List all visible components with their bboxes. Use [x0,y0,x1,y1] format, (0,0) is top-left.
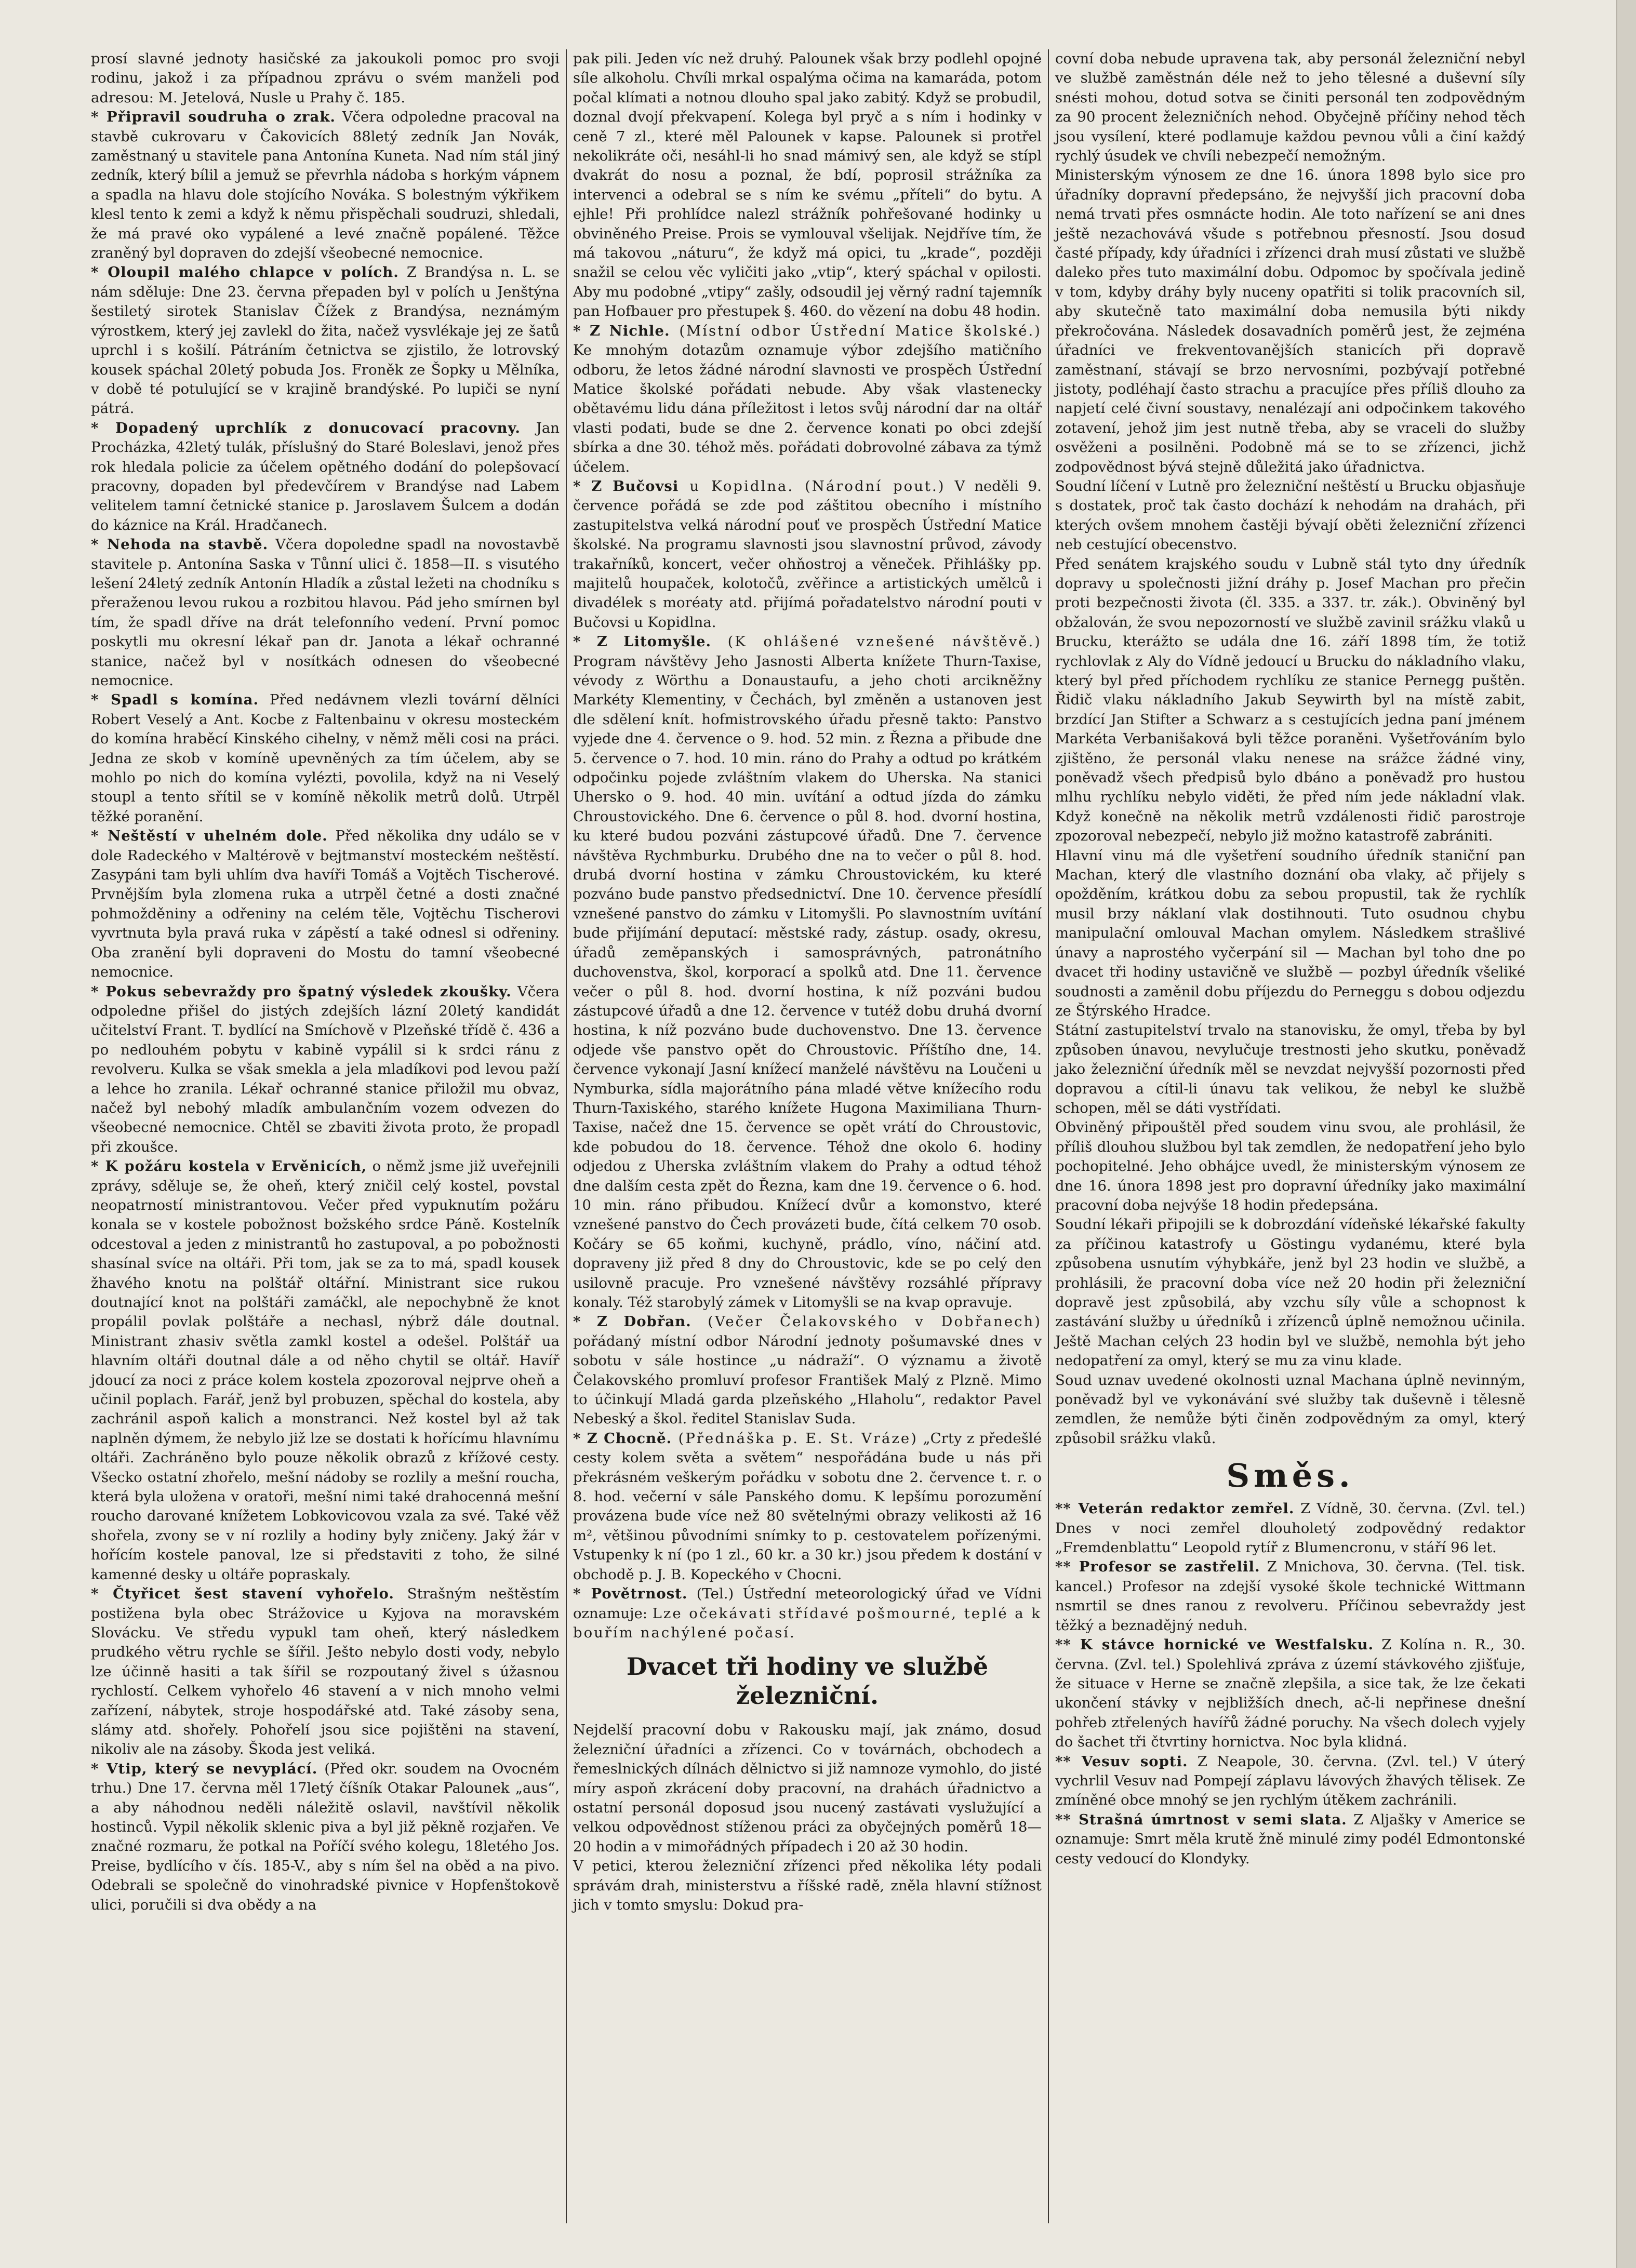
news-body: pořádaný místní odbor Národní jednoty pošumavské dnes v sobotu v sále hostince „u nádraží“. O významu a životě Čelakovského promluví profesor František Malý z Plzně. Mimo to účinkují Mladá garda plzeňského „Hlaholu“, redaktor Pavel Nebeský a škol. ředitel Stanislav Suda. [573,1332,1042,1427]
news-body: Včera odpoledne pracoval na stavbě cukrovaru v Čakovicích 88letý zedník Jan Novák, zaměstnaný u stavitele pana Antonína Kuneta. Nad ním stál jiný zedník, který bílil a jemuž se převrhla nádoba s horkým vápnem a spadla na hlavu dole stojícího Nováka. S bolestným výkřikem klesl tento k zemi a když k němu přispěchali soudruzi, shledali, že má pravé oko vypálené a levé značně popálené. Těžce zraněný byl dopraven do zdejší všeobecné nemocnice. [91,109,560,262]
news-body: Z Neapole, 30. června. (Zvl. tel.) V úterý vychrlil Vesuv nad Pompejí záplavu lávových žhavých tělisek. Ze zmíněné obce mnohý se jen rychlým útěkem zachránili. [1055,1753,1525,1809]
news-body: Z Brandýsa n. L. se nám sděluje: Dne 23. června přepaden byl v polích u Jenštýna šestiletý sirotek Stanislav Čížek z Brandýsa, neznámým výrostkem, který jej zavlekl do žita, načež vysvlékaje jej ze šatů uprchl i s košilí. Pátráním četnictva se zjistilo, že lotrovský kousek spáchal 20letý pobuda Jos. Froněk ze Šopky u Mělníka, v době té potulující se v krajině brandýské. Po lupiči se nyní pátrá. [91,264,560,417]
news-body: Program návštěvy Jeho Jasnosti Alberta knížete Thurn-Taxise, vévody z Wörthu a Donaustaufu, a jeho choti arcikněžny Markéty Klementiny, v Čechách, byl změněn a ustanoven jest dle sdělení knít. hofmistrovského úřadu přesně takto: Panstvo vyjede dne 4. července o 9. hod. 52 min. z Řezna a přibude dne 5. července o 7. hod. 10 min. ráno do Prahy a odtud po krátkém odpočinku pojede zvláštním vlakem do Uherska. Na stanici Uhersko o 9. hod. 40 min. uvítání a odtud jízda do zámku Chroustovického. Dne 6. července o půl 8. hod. dvorní hostina, ku které budou pozváni zástupcové úřadů. Dne 7. července návštěva Rychmburku. Drubého dne na to večer o půl 8. hod. drubá dvorní hostina v zámku Chroustovickém, ku které pozváno bude panstvo předsednictví. Dne 10. července přesídlí vznešené panstvo do zámku v Litomyšli. Po slavnostním uvítání bude přijímání deputací: městské rady, zástup. osady, okresu, úřadů zeměpanských i samosprávných, patronátního duchovenstva, škol, korporací a spolků atd. Dne 11. července večer o půl 8. hod. dvorní hostina, k níž pozváni budou zástupcové úřadů a dne 12. července v tutéž dobu druhá dvorní hostina, k níž pozváno bude duchovenstvo. Dne 13. července odjede vše panstvo opět do Chroustovic. Příštího dne, 14. července vykonají Jasní knížecí manželé návštěvu na Loučeni u Nymburka, sídla majorátního pána mladé větve knížecího rodu Thurn-Taxiského, starého knížete Hugona Maximiliana Thurn-Taxise, načež dne 15. července se opět vrátí do Chroustovic, kde pobudou do 18. července. Téhož dne okolo 6. hodiny odjedou z Uherska zvláštním vlakem do Prahy a odtud téhož dne dalším cesta zpět do Řezna, kam dne 19. července o 6. hod. 10 min. ráno přibudou. Knížecí dvůr a komonstvo, které vznešené panstvo do Čech provázeti bude, čítá celkem 70 osob. Kočáry se 65 koňmi, kuchyně, prádlo, víno, náčiní atd. dopraveny již před 8 dny do Chroustovic, kde se po celý den usilovně pracuje. Pro vznešené návštěvy rozsáhlé přípravy konaly. Též starobylý zámek v Litomyšli se na kvap opravuje. [573,652,1042,1311]
column-3 [1055,49,1525,1869]
news-body: Z Aljašky v Americe se oznamuje: Smrt měla krutě žně minulé zimy podél Edmontonské cesty vedoucí do Klondyky. [1055,1811,1525,1867]
news-headline: ** K stávce hornické ve Westfalsku. [1055,1636,1374,1653]
section-heading-smes: Směs. [1226,1457,1354,1495]
news-headline: * Neštěstí v uhelném dole. [91,828,328,845]
news-headline: * Z Nichle. [573,322,670,339]
news-headline: * Povětrnost. [573,1585,688,1603]
news-subhead: (K ohlášené vznešené návštěvě.) [711,633,1042,650]
news-body: Z Mnichova, 30. června. (Tel. tisk. kancel.) Profesor na zdejší vysoké škole technické Wittmann nsmrtil se dnes ranou z revolveru. Příčinou sebevraždy jest těžký a beznadějný neduh. [1055,1558,1525,1634]
article-text: V petici, kterou železniční zřízenci před několika léty podali správám drah, ministerstvu a říšské radě, zněla hlavní stížnost jich v tomto smyslu: Dokud pra- [573,1858,1042,1913]
article-headline-line: Dvacet tři hodiny ve službě [626,1652,989,1681]
news-item [1055,1557,1525,1635]
news-item [91,108,560,263]
news-body: Včera dopoledne spadl na novostavbě stavitele p. Antonína Saska v Tůnní ulici č. 1858—II. s visutého lešení 24letý zedník Antonín Hladík a zůstal ležeti na chodníku s přeraženou levou rukou a rozbitou hlavou. Pád jeho smírnen byl tím, že spadl dříve na drát telefonního vedení. První pomoc poskytli mu okresní lékař pan dr. Janota a lékař ochranné stanice, načež byl v nosítkách odnesen do všeobecné nemocnice. [91,536,560,689]
news-body: Strašným neštěstím postižena byla obec Strážovice u Kyjova na moravském Slovácku. Ve středu vypukl tam oheň, který následkem prudkého větru rychle se šířil. Ješto nebylo dosti vody, nebylo lze účinně hasiti a tak šířil se rozpoutaný živel s úžasnou rychlostí. Celkem vyhořelo 46 stavení a v nich mnoho velmi zařízení, nábytek, stroje hospodářské atd. Také zásoby sena, slámy atd. shořely. Pohořelí jsou sice pojištěni na stavení, nikoliv ale na zásoby. Škoda jest veliká. [91,1585,560,1758]
article-text: Soudní líčení v Lutně pro železniční neštěstí u Brucku objasňuje s dostatek, proč tak často dochází k nehodám na drahách, při kterých ovšem mnohem častěji bývají oběti železniční zřízenci neb cestující obecenstvo. [1055,477,1525,553]
news-body: Z Vídně, 30. června. (Zvl. tel.) Dnes v noci zemřel dlouholetý zodpovědný redaktor „Fremdenblattu“ Leopold rytíř z Blumencronu, v stáří 96 let. [1055,1500,1525,1556]
news-body: o němž jsme již uveřejnili zprávy, sděluje se, že oheň, který zničil celý kostel, povstal neopatrností ministrantovou. Večer před vypuknutím požáru konala se v kostele pobožnost božského srdce Páně. Kostelník odcestoval a jeden z ministrantů ho zastupoval, a po pobožnosti shasínal svíce na oltáři. Při tom, jak se za to má, spadl kousek žhavého knotu na polštář oltářní. Ministrant sice rukou doutnající knot na polštáři zamáčkl, ale nepochybně že knot propálil povlak polštáře a nechasl, nýbrž dále doutnal. Ministrant zhasiv světla zamkl kostel a odešel. Polštář ua hlavním oltáři doutnal dále a od něho chytil se oltář. Havíř jdoucí za noci z práce kolem kostela zpozoroval nejprve oheň a učinil poplach. Farář, jenž byl probuzen, spěchal do kostela, aby zachránil aspoň kalich a monstranci. Než kostel byl až tak naplněn dýmem, že nebylo již lze se dostati k hořícímu hlavnímu oltáři. Zachráněno bylo pouze několik obrazů z křížové cesty. Všecko ostatní zhořelo, mešní nádoby se rozlily a mešní roucha, která byla uložena v oratoři, mešní nimi také drahocenná mešní roucho darované knížetem Lobkovicovou vzala za své. Také věž shořela, zvony se v ní rozlily a hodiny byly zničeny. Jaký žár v hořícím kostele panoval, lze si představiti z toho, že silné kamenné desky u oltáře popraskaly. [91,1158,560,1583]
news-body: Včera odpoledne přišel do jistých zdejších lázní 20letý kandidát učitelství Frant. T. bydlící na Smíchově v Plzeňské třídě č. 436 a po nedlouhém pobytu v kabině vypálil si k srdci ránu z revolveru. Kulka se však smekla a jela mladíkovi pod levou paží a lehce ho zranila. Lékař ochranné stanice přiložil mu obvaz, načež byl nebohý mladík ambulančním vozem odvezen do všeobecné nemocnice. Chtěl se zbaviti života proto, že propadl při zkoušce. [91,983,560,1155]
news-headline: ** Veterán redaktor zemřel. [1055,1500,1295,1517]
news-subhead: (Večer Čelakovského v Dobřanech) [691,1313,1042,1330]
column-1 [91,49,560,1915]
news-item [573,1312,1042,1429]
news-body: Z Kolína n. R., 30. června. (Zvl. tel.) Spolehlivá zpráva z území stávkového zjišťuje, že situace v Herne se značně zlepšila, a sice tak, že lze čekati ukončení stávky v nejbližších dnech, ač-li nepřinese dnešní pohřeb ztřelených havířů žádné poruchy. Na všech dolech vyjely do šachet tři čtvrtiny hornictva. Noc byla klidná. [1055,1636,1525,1751]
article-text: prosí slavné jednoty hasičské za jakoukoli pomoc pro svoji rodinu, jakož i za případnou zprávu o svém manželi pod adresou: M. Jetelová, Nusle u Prahy č. 185. [91,50,560,106]
news-item [91,1157,560,1584]
article-text: Soud uznav uvedené okolnosti uznal Machana úplně nevinným, poněvadž byl ve vykonávání své služby tak duševně i tělesně zemdlen, že nemůže býti činěn zodpovědným za omyl, který způsobil srážku vlaků. [1055,1371,1525,1447]
article-text: Státní zastupitelství trvalo na stanovisku, že omyl, třeba by byl způsoben únavou, nevylučuje trestnosti jeho skutku, poněvadž jako železniční úředník měl se nevzdat nejvyšší pozornosti před dopravou a cítil-li únavu tak velikou, že nebyl ke službě schopen, měl se dáti vystřídati. [1055,1022,1525,1116]
news-item [573,632,1042,1312]
article-text: Nejdelší pracovní dobu v Rakousku mají, jak známo, dosud železniční úřadníci a zřízenci. Co v továrnách, obchodech a řemeslnických dílnách dělnictvo si již namnoze vymohlo, do jisté míry aspoň zkrácení doby pracovní, na drahách úřadnictvo a ostatní personál doposud jsou nucený zastávati vyslužující a velkou odpovědnost stíženou práci za obyčejných poměrů 18—20 hodin a v mimořádných případech i 20 až 30 hodin. [573,1722,1042,1855]
news-subhead: (Místní odbor Ústřední Matice školské.) [670,322,1042,339]
news-headline: * K požáru kostela v Ervěnicích, [91,1158,367,1175]
news-subhead: u Kopidlna. (Národní pout.) [679,477,946,495]
news-headline: * Z Bučovsi [573,477,679,495]
news-item [1055,1635,1525,1752]
news-body: Jan Procházka, 42letý tulák, příslušný do Staré Boleslavi, jenož přes rok hledala policie za účelem opětného dodání do polepšovací pracovny, dopaden byl předevčírem v Brandýse nad Labem velitelem tamní četnické stanice p. Jaroslavem Šulcem a dodán do káznice na Král. Hradčanech. [91,419,560,533]
news-body: V neděli 9. července pořádá se zde pod záštitou obecního i místního zastupitelstva velká národní pouť ve prospěch Ústřední Matice školské. Na programu slavnosti jsou slavnostní průvod, závody trakařníků, koncert, večer ohňostroj a věneček. Přihlášky pp. majitelů houpaček, kolotočů, zvěřince a artistických umělců i divadélek s moréaty atd. přijímá pořadatelstvo národní pouti v Bučovsi u Kopidlna. [573,477,1042,631]
news-headline: ** Profesor se zastřelil. [1055,1558,1260,1576]
article-text: pak pili. Jeden víc než druhý. Palounek však brzy podlehl opojné síle alkoholu. Chvíli mrkal ospalýma očima na kamaráda, potom počal klímati a notnou dlouho spal jako zabitý. Když se probudil, doznal dvojí překvapení. Kolega byl pryč a s ním i hodinky v ceně 7 zl., které měl Palounek v kapse. Palounek si protřel nekolikráte oči, nesáhl-li ho snad mámivý sen, ale když se stípl dvakrát do nosu a poznal, že bdí, poprosil strážníka za intervenci a odebral se s ním ke svému „příteli“ do bytu. A ejhle! Při prohlídce nalezl strážník pohřešované hodinky u obviněného Preise. Prois se vymlouval všelijak. Nejdříve tím, že má takovou „náturu“, že když má opici, tu „krade“, později snažil se celou věc vyličiti jako „vtip“, který spáchal v opilosti. Aby mu podobné „vtipy“ zašly, odsoudil jej věrný radní tajemník pan Hofbauer pro přestupek §. 460. do vězení na dobu 48 hodin. [573,50,1042,320]
news-body: „Crty z předešlé cesty kolem světa a světem“ nespořádána bude u nás při překrásném veškerým pořádku v sobotu dne 2. července t. r. o 8. hod. večerní v sále Panského domu. K lepšímu porozumění provázena bude více než 80 světelnými obrazy velikosti až 16 m², většinou původními snímky to p. cestovatelem pořízenými. Vstupenky k ní (po 1 zl., 60 kr. a 30 kr.) jsou předem k dostání v obchodě p. J. B. Kopeckého v Chocni. [573,1430,1042,1583]
news-headline: * Dopadený uprchlík z donucovací pracovny. [91,419,521,436]
news-body: Před nedávnem vlezli tovární dělníci Robert Veselý a Ant. Kocbe z Faltenbainu v okresu mosteckém do komína hraběcí Kinského cihelny, v němž měli cosi na práci. Jedna ze skob v komíně upevněných za tím účelem, aby se mohlo po nich do komína vylézti, povolila, když na ni Veselý stoupl a tento sřítil se v komíně několik metrů dolů. Utrpěl těžké poranění. [91,691,560,825]
news-headline: * Připravil soudruha o zrak. [91,109,336,126]
news-item [91,263,560,418]
article-text: Před senátem krajského soudu v Lubně stál tyto dny úředník dopravy u společnosti jižní dráhy p. Josef Machan pro přečin proti bezpečnosti života (čl. 335. a 337. tr. zák.). Obviněný byl obžalován, že svou nepozorností ve službě zavinil srážku vlaků u Brucku, kterážto se udála dne 16. září 1898 tím, že totiž rychlovlak z Aly do Vídně jedoucí u Brucku do nákladního vlaku, který byl před příchodem rychlíku ze stanice Pernegg puštěn. Řidič vlaku nákladního Jakub Seywirth byl na místě zabit, brzdící Jan Stifter a Schwarz a s cestujících jedna paní jménem Markéta Verbanišaková byli těžce poraněni. Vyšetřováním bylo zjištěno, že personál vlaku nenese na srážce žádné viny, poněvadž všech předpisů bylo dbáno a poněvadž pro hustou mlhu rychlíku nebylo viděti, že před ním jede nákladní vlak. Když konečně na několik metrů vzdálenosti řidič parostroje zpozoroval nebezpečí, nebylo již možno katastrofě zabrániti. [1055,555,1525,845]
article-text: Ministerským výnosem ze dne 16. února 1898 bylo sice pro úřadníky dopravní předepsáno, že nejvyšší jich pracovní doba nemá trvati přes osmnácte hodin. Ale toto nařízení se ani dnes ještě nezachovává všude s potřebnou přesností. Jsou dosud časté případy, kdy úřadníci i zřízenci drah musí zůstati ve službě daleko přes tuto maximální dobu. Odpomoc by spočívala jedině v tom, kdyby dráhy byly nuceny opatřiti si tolik pracovních sil, aby skutečně tato maximální doba nemusila býti nikdy překročována. Následek dosavadních poměrů jest, že zejména úřadníci ve frekventovanějších stanicích při dopravě zaměstnaní, stávají se brzo nervosními, pozbývají potřebné jistoty, podléhají často strachu a pracujíce přes příliš dlouho za napjetí celé čivní soustavy, nenalézají ani odpočinkem takového zotavení, jehož jim jest nutně třeba, aby se vraceli do služby osvěženi a posilněni. Podobně má se to se zřízenci, jichž zodpovědnost bývá stejně důležitá jako úřadnictva. [1055,167,1525,475]
news-item [91,1584,560,1759]
news-body: Před několika dny událo se v dole Radeckého v Maltérově v bejtmanství mosteckém neštěstí. Zasypáni tam byli uhlím dva havíři Tomáš a Vojtěch Tischerové. Prvnějším byla zlomena ruka a utrpěl četné a dosti značné pohmožděniny a odřeniny na celém těle, Vojtěchu Tischerovi vyvrtnuta byla pravá ruka v zápěstí a také odnesl si odřeniny. Oba zranění byli dopraveni do Mostu do tamní všeobecné nemocnice. [91,828,560,981]
news-headline: * Čtyřicet šest stavení vyhořelo. [91,1585,394,1603]
news-headline: * Spadl s komína. [91,691,259,709]
column-2 [573,49,1042,1915]
news-item [91,690,560,826]
news-headline: * Oloupil malého chlapce v polích. [91,264,399,281]
news-headline: ** Strašná úmrtnost v semi slata. [1055,1811,1347,1828]
news-body: Ke mnohým dotazům oznamuje výbor zdejšího matičního odboru, že letos žádné národní slavnosti ve prospěch Ústřední Matice školské pořádati nebude. Aby však vlastenecky obětavému lidu dána příležitost i letos svůj národní dar na oltář vlasti podati, bude se dne 2. července konati po obci zdejší sbírka a dne 30. téhož měs. pořádati dobrovolné zábava za týmž účelem. [573,342,1042,475]
news-item [91,1759,560,1915]
weather-forecast: Lze očekávati střídavé pošmourné, teplé a k bouřím nachýlené počasí. [573,1605,1042,1641]
article-headline [573,1652,1042,1710]
news-item [1055,1752,1525,1810]
article-text: covní doba nebude upravena tak, aby personál železniční nebyl ve službě zaměstnán déle než to jeho tělesné a duševní síly snésti mohou, dotud sotva se činiti personál ten zodpovědným za 90 procent železničních nehod. Obyčejně příčiny nehod těch jsou vysílení, které podlamuje každou pevnou vůli a činí každý rychlý úsudek ve chvíli nebezpečí nemožným. [1055,50,1525,165]
column-rule [1048,49,1049,2223]
news-body: (Tel.) Ústřední meteorologický úřad ve Vídni oznamuje: [573,1585,1042,1622]
news-item [1055,1810,1525,1869]
article-text: Soudní lékaři připojili se k dobrozdání vídeňské lékařské fakulty za příčinou katastrofy u Göstingu vydanému, které byla způsobena usnutím výhybkáře, jenž byl 23 hodin ve službě, a prohlásili, že pracovní doba více než 20 hodin při železniční dopravě jest způsobilá, aby vzchu síly vůle a schopnost k zastávání služby u úředníků i zřízenců úplně nemožnou učinila. Ještě Machan celých 23 hodin byl ve službě, nemohla být jeho nedopatření za omyl, který se mu za vinu klade. [1055,1216,1525,1369]
news-item [573,477,1042,632]
news-headline: * Z Chocně. [573,1430,672,1447]
news-item [573,1584,1042,1643]
article-text: Obviněný připouštěl před soudem vinu svou, ale prohlásil, že příliš dlouhou službou byl tak zemdlen, že nedopatření jeho bylo pochopitelné. Jeho obhájce uvedl, že ministerským výnosem ze dne 16. února 1898 jest pro dopravní úředníky jako maximální pracovní doba nejvýše 18 hodin předepsána. [1055,1119,1525,1213]
news-body: (Před okr. soudem na Ovocném trhu.) Dne 17. června měl 17letý číšník Otakar Palounek „aus“, a aby náhodnou neděli náležitě oslavil, navštívil několik hostinců. Vypil několik sklenic piva a byl již pěkně rozjařen. Ve značné rozmaru, že potkal na Poříčí svého kolegu, 18letého Jos. Preise, bydlícího v čís. 185-V., aby s ním šel na oběd a na pivo. Odebrali se společně do vinohradské pivnice v Hopfenštokově ulici, poručili si dva obědy a na [91,1760,560,1913]
news-headline: * Z Dobřan. [573,1313,691,1330]
article-headline-line: železniční. [736,1682,879,1710]
news-headline: * Vtip, který se nevyplácí. [91,1760,318,1777]
column-rule [566,49,567,2223]
news-subhead: (Přednáška p. E. St. Vráze) [672,1430,918,1447]
news-item [91,982,560,1157]
news-item [1055,1499,1525,1557]
page-edge [1616,0,1636,2268]
news-headline: ** Vesuv sopti. [1055,1753,1188,1770]
news-headline: * Nehoda na stavbě. [91,536,269,553]
news-item [91,826,560,982]
news-headline: * Z Litomyšle. [573,633,712,650]
news-item [91,535,560,690]
news-item [573,1429,1042,1584]
article-text: Hlavní vinu má dle vyšetření soudního úředník staniční pan Machan, který dle vlastního doznání oba vlaky, ač přijely s opožděním, krátkou dobu za sebou propustil, tak že rychlík musil brzy náklaní vlak dostihnouti. Tuto osudnou chybu manipulační omlouval Machan omylem. Následkem strašlivé únavy a naprostého vyčerpání sil — Machan byl toho dne po dvacet tři hodiny ustavičně ve službě — pozbyl úředník všeliké soudnosti a zaměnil dobu příjezdu do Perneggu s dobou odjezdu ze Štýrského Hradce. [1055,847,1525,1019]
news-headline: * Pokus sebevraždy pro špatný výsledek zkoušky. [91,983,512,1000]
news-item [91,419,560,535]
news-item [573,322,1042,477]
